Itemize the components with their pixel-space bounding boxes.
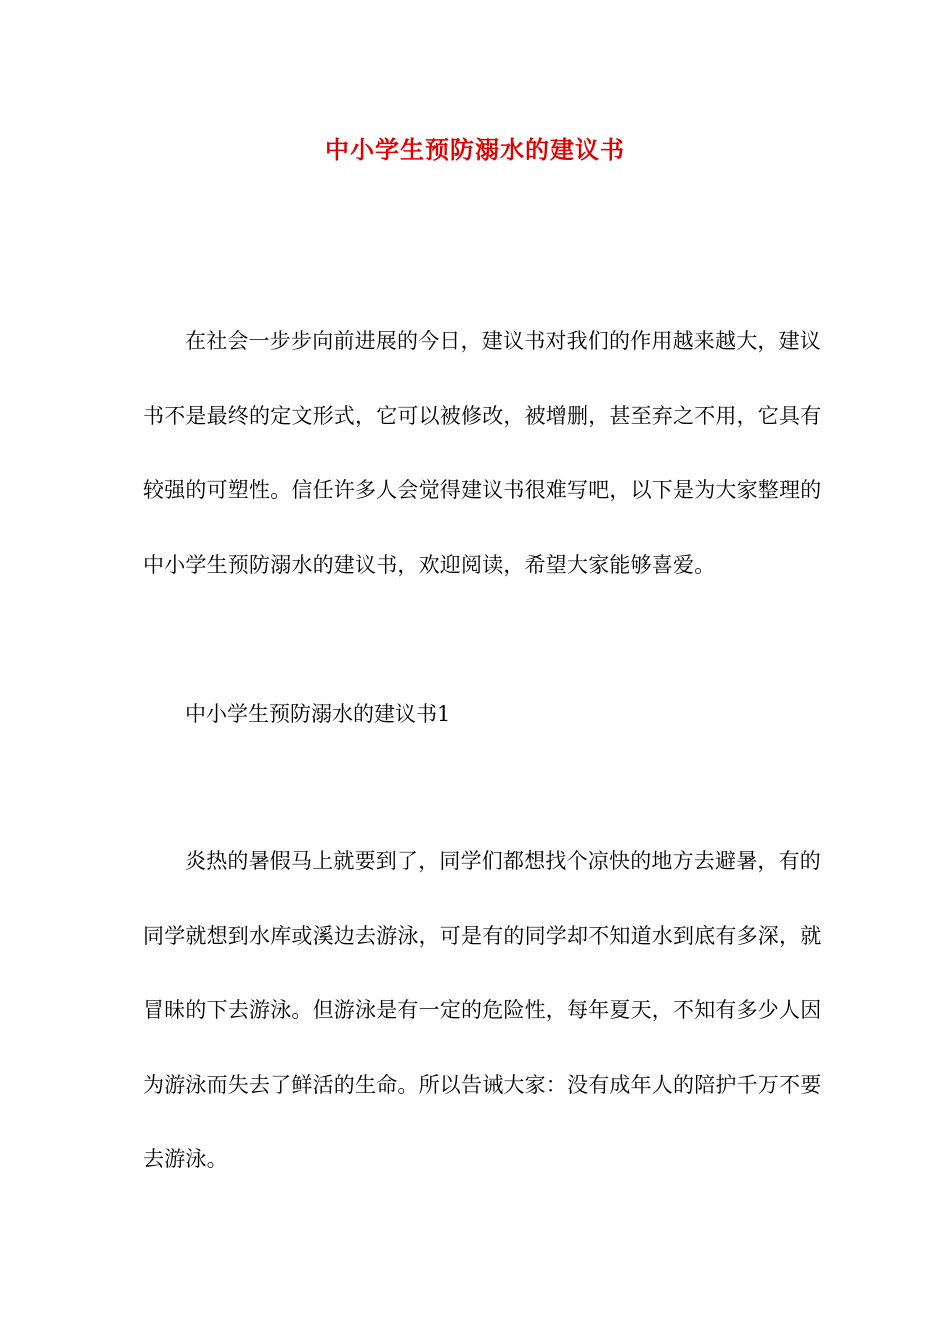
section-heading: 中小学生预防溺水的建议书1	[185, 702, 451, 726]
section-paragraph: 炎热的暑假马上就要到了，同学们都想找个凉快的地方去避暑，有的同学就想到水库或溪边去游泳，可是有的同学却不知道水到底有多深，就冒昧的下去游泳。但游泳是有一定的危险性，每年夏天，不知有多少人因为游泳而失去了鲜活的生命。所以告诫大家：没有成年人的陪护千万不要去游泳。	[143, 849, 822, 1171]
intro-paragraph: 在社会一步步向前进展的今日，建议书对我们的作用越来越大，建议书不是最终的定文形式，它可以被修改，被增删，甚至弃之不用，它具有较强的可塑性。信任许多人会觉得建议书很难写吧，以下是为大家整理的中小学生预防溺水的建议书，欢迎阅读，希望大家能够喜爱。	[143, 329, 822, 577]
document-title: 中小学生预防溺水的建议书	[325, 135, 625, 164]
